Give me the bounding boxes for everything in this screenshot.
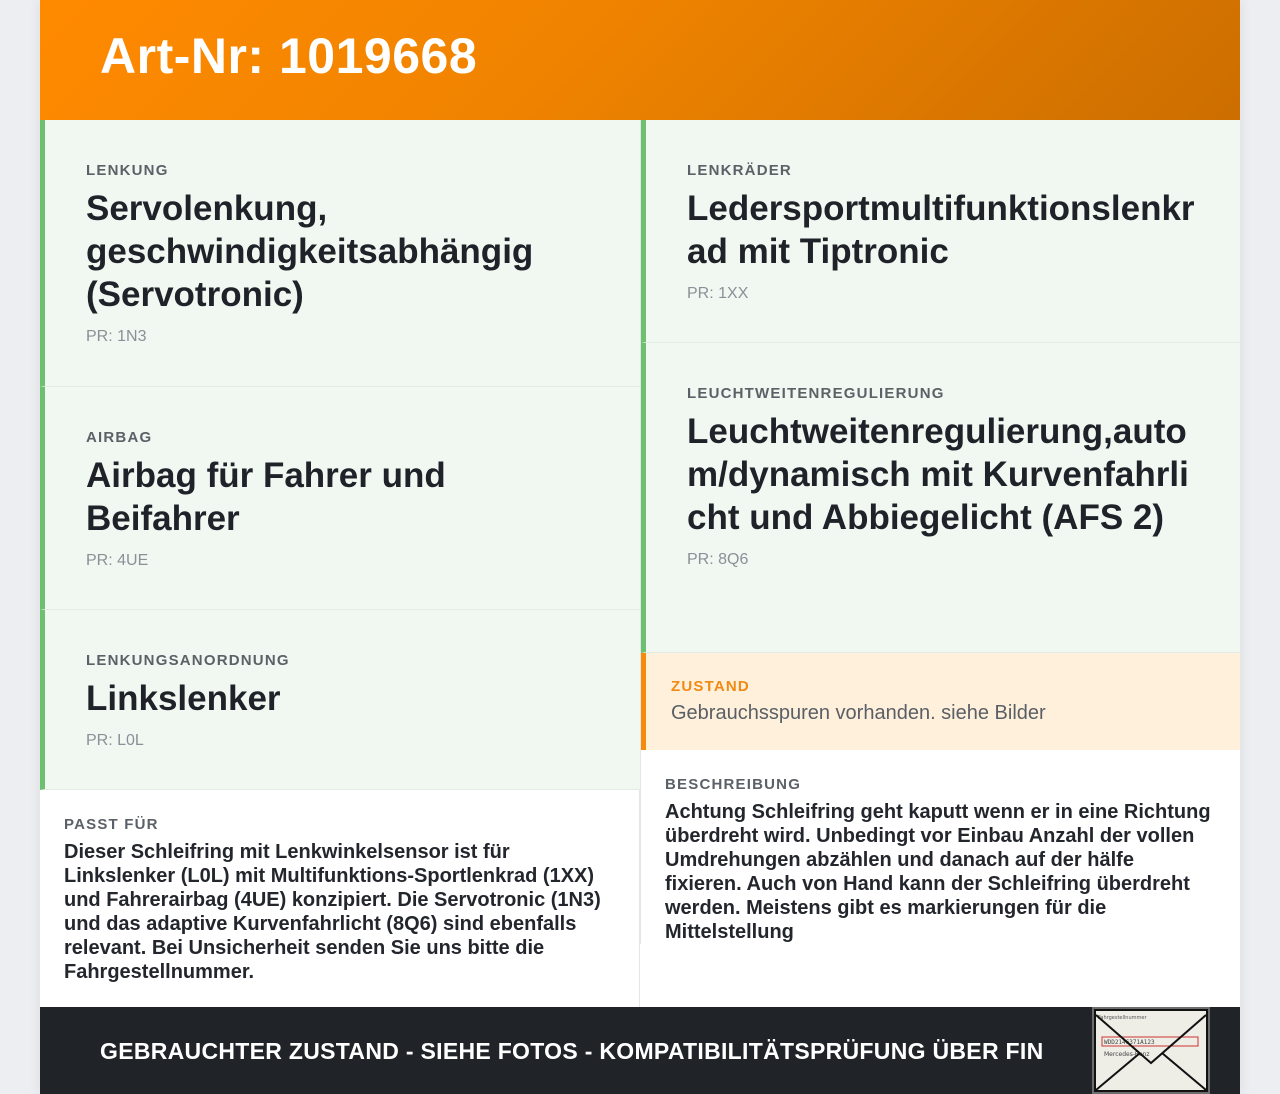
beschreibung-text: Achtung Schleifring geht kaputt wenn er in eine Richtung überdreht wird. Unbedingt vor Einbau Anzahl der vollen Umdrehungen abzählen und danach auf der hälfe fixieren. Auch von Hand kann der Schleifring überdreht werden. Meistens gibt es markierungen für die Mittelstellung bbox=[665, 801, 1211, 943]
spec-pr-code: PR: 1XX bbox=[687, 285, 749, 302]
spec-card-leuchtweitenregulierung bbox=[641, 343, 1240, 653]
page-title: Art-Nr: 1019668 bbox=[100, 28, 478, 84]
spec-pr-code: PR: 1N3 bbox=[86, 328, 147, 345]
spec-value: Leuchtweitenregulierung,autom/dynamisch mit Kurvenfahrlicht und Abbiegelicht (AFS 2) bbox=[687, 412, 1189, 537]
spec-value: Airbag für Fahrer und Beifahrer bbox=[86, 456, 446, 538]
spec-card-lenkungsanordnung bbox=[40, 610, 640, 790]
vin-label-photo-thumbnail[interactable] bbox=[1092, 1007, 1210, 1094]
passt-fuer-text: Dieser Schleifring mit Lenkwinkelsensor ist für Linkslenker (L0L) mit Multifunktions-Sportlenkrad (1XX) und Fahrerairbag (4UE) konzipiert. Die Servotronic (1N3) und das adaptive Kurvenfahrlicht (8Q6) sind ebenfalls relevant. Bei Unsicherheit senden Sie uns bitte die Fahrgestellnummer. bbox=[64, 841, 601, 983]
spec-value: Servolenkung, geschwindigkeitsabhängig (Servotronic) bbox=[86, 189, 534, 314]
header-bar bbox=[40, 0, 1240, 120]
passt-fuer-label: PASST FÜR bbox=[64, 816, 159, 833]
left-column bbox=[40, 120, 640, 1007]
footer-bar bbox=[40, 1007, 1240, 1094]
condition-box bbox=[641, 653, 1240, 750]
spec-card-lenkraeder bbox=[641, 120, 1240, 343]
beschreibung-label: BESCHREIBUNG bbox=[665, 776, 802, 793]
spec-pr-code: PR: L0L bbox=[86, 732, 144, 749]
passt-fuer-section bbox=[40, 790, 640, 1007]
spec-card-airbag bbox=[40, 387, 640, 610]
beschreibung-section bbox=[641, 750, 1240, 944]
condition-text: Gebrauchsspuren vorhanden. siehe Bilder bbox=[671, 702, 1046, 724]
spec-label: AIRBAG bbox=[86, 429, 153, 446]
spec-label: LENKUNG bbox=[86, 162, 169, 179]
spec-value: Linkslenker bbox=[86, 679, 281, 718]
spec-pr-code: PR: 4UE bbox=[86, 552, 149, 569]
thumb-caption: Fahrgestellnummer bbox=[1098, 1015, 1147, 1021]
thumb-brand-text: Mercedes-Benz bbox=[1104, 1051, 1150, 1058]
product-sheet bbox=[40, 0, 1240, 1094]
spec-label: LEUCHTWEITENREGULIERUNG bbox=[687, 385, 945, 402]
envelope-photo-icon bbox=[1094, 1009, 1208, 1092]
footer-slogan: GEBRAUCHTER ZUSTAND - SIEHE FOTOS - KOMPATIBILITÄTSPRÜFUNG ÜBER FIN bbox=[100, 1038, 1044, 1064]
thumb-vin-text: WDD2146371A123 bbox=[1104, 1039, 1155, 1046]
right-column bbox=[640, 120, 1240, 944]
spec-card-lenkung bbox=[40, 120, 640, 387]
spec-value: Ledersportmultifunktionslenkrad mit Tiptronic bbox=[687, 189, 1195, 271]
spec-label: LENKUNGSANORDNUNG bbox=[86, 652, 290, 669]
condition-label: ZUSTAND bbox=[671, 678, 750, 695]
spec-label: LENKRÄDER bbox=[687, 162, 792, 179]
spec-pr-code: PR: 8Q6 bbox=[687, 551, 749, 568]
